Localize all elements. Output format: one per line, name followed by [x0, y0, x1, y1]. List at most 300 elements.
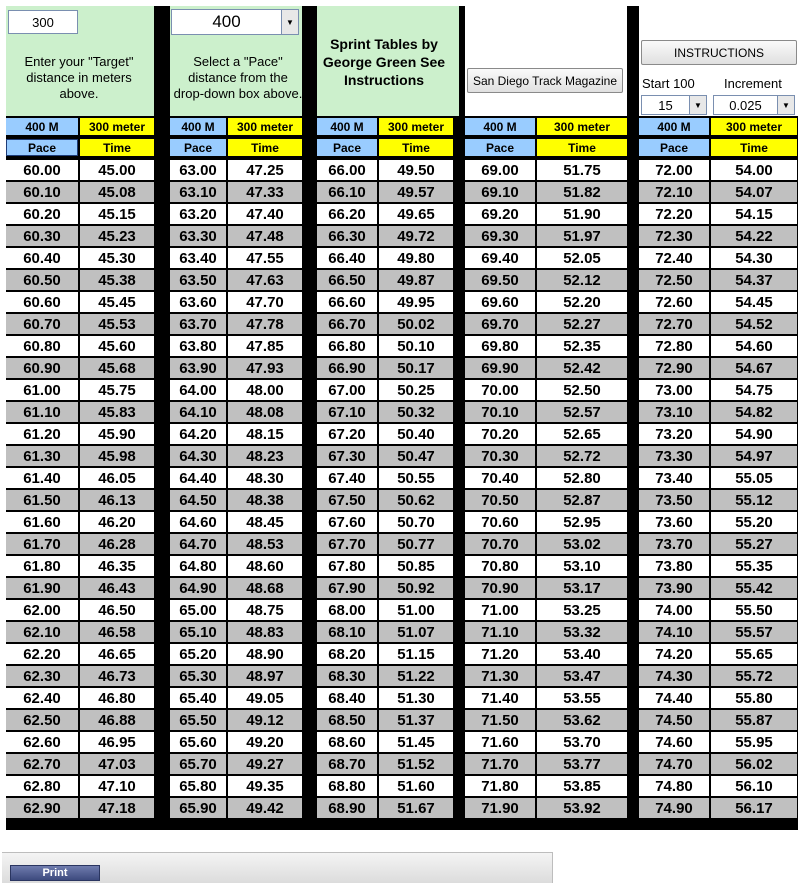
pace-cell: 74.80 — [639, 776, 709, 796]
time-cell: 47.48 — [228, 226, 302, 246]
increment-label: Increment — [724, 76, 782, 91]
time-cell: 45.53 — [80, 314, 154, 334]
pace-cell: 72.30 — [639, 226, 709, 246]
time-cell: 46.28 — [80, 534, 154, 554]
time-cell: 48.00 — [228, 380, 302, 400]
pace-cell: 65.50 — [170, 710, 226, 730]
pace-cell: 65.80 — [170, 776, 226, 796]
pace-cell: 61.30 — [6, 446, 78, 466]
chevron-down-icon[interactable]: ▼ — [281, 10, 298, 34]
pace-cell: 64.10 — [170, 402, 226, 422]
time-cell: 49.12 — [228, 710, 302, 730]
time-cell: 47.63 — [228, 270, 302, 290]
time-cell: 56.10 — [711, 776, 797, 796]
pace-distance-header: 400 M — [170, 118, 226, 135]
pace-cell: 74.10 — [639, 622, 709, 642]
pace-cell: 72.80 — [639, 336, 709, 356]
time-cell: 54.07 — [711, 182, 797, 202]
time-cell: 51.00 — [379, 600, 453, 620]
time-cell: 53.77 — [537, 754, 627, 774]
pace-cell: 63.10 — [170, 182, 226, 202]
time-cell: 50.70 — [379, 512, 453, 532]
pace-cell: 74.40 — [639, 688, 709, 708]
increment-value: 0.025 — [729, 97, 762, 113]
time-cell: 48.23 — [228, 446, 302, 466]
time-cell: 45.08 — [80, 182, 154, 202]
target-distance-header: 300 meter — [228, 118, 302, 135]
pace-cell: 62.40 — [6, 688, 78, 708]
time-cell: 51.52 — [379, 754, 453, 774]
time-cell: 45.30 — [80, 248, 154, 268]
pace-cell: 66.40 — [317, 248, 377, 268]
time-cell: 55.50 — [711, 600, 797, 620]
time-cell: 54.30 — [711, 248, 797, 268]
pace-cell: 62.60 — [6, 732, 78, 752]
pace-distance-header: 400 M — [639, 118, 709, 135]
pace-cell: 61.10 — [6, 402, 78, 422]
pace-cell: 67.90 — [317, 578, 377, 598]
pace-cell: 70.30 — [465, 446, 535, 466]
pace-cell: 70.70 — [465, 534, 535, 554]
time-cell: 45.15 — [80, 204, 154, 224]
time-cell: 45.98 — [80, 446, 154, 466]
target-distance-header: 300 meter — [537, 118, 627, 135]
time-cell: 46.50 — [80, 600, 154, 620]
time-cell: 53.17 — [537, 578, 627, 598]
target-distance-input[interactable] — [8, 10, 78, 34]
time-cell: 54.22 — [711, 226, 797, 246]
pace-cell: 65.30 — [170, 666, 226, 686]
chevron-down-icon[interactable]: ▼ — [777, 96, 794, 114]
time-cell: 46.43 — [80, 578, 154, 598]
pace-cell: 60.40 — [6, 248, 78, 268]
target-distance-header: 300 meter — [711, 118, 797, 135]
pace-cell: 64.50 — [170, 490, 226, 510]
time-cell: 53.85 — [537, 776, 627, 796]
pace-cell: 60.30 — [6, 226, 78, 246]
time-cell: 50.47 — [379, 446, 453, 466]
pace-cell: 72.90 — [639, 358, 709, 378]
pace-cell: 64.40 — [170, 468, 226, 488]
time-cell: 53.70 — [537, 732, 627, 752]
pace-cell: 63.60 — [170, 292, 226, 312]
time-column-header: Time — [711, 139, 797, 156]
pace-cell: 73.10 — [639, 402, 709, 422]
print-button[interactable]: Print — [10, 865, 100, 881]
time-cell: 53.02 — [537, 534, 627, 554]
time-cell: 55.95 — [711, 732, 797, 752]
time-cell: 55.27 — [711, 534, 797, 554]
time-cell: 47.10 — [80, 776, 154, 796]
time-cell: 49.35 — [228, 776, 302, 796]
pace-cell: 70.60 — [465, 512, 535, 532]
time-cell: 49.57 — [379, 182, 453, 202]
time-cell: 46.05 — [80, 468, 154, 488]
pace-cell: 66.60 — [317, 292, 377, 312]
pace-cell: 63.90 — [170, 358, 226, 378]
pace-cell: 63.30 — [170, 226, 226, 246]
pace-cell: 64.30 — [170, 446, 226, 466]
pace-cell: 71.10 — [465, 622, 535, 642]
pace-cell: 73.80 — [639, 556, 709, 576]
time-cell: 45.23 — [80, 226, 154, 246]
increment-select[interactable] — [713, 95, 795, 115]
pace-cell: 63.20 — [170, 204, 226, 224]
pace-cell: 70.90 — [465, 578, 535, 598]
time-cell: 45.90 — [80, 424, 154, 444]
time-cell: 51.90 — [537, 204, 627, 224]
pace-cell: 66.30 — [317, 226, 377, 246]
pace-cell: 72.10 — [639, 182, 709, 202]
pace-cell: 67.60 — [317, 512, 377, 532]
time-cell: 47.40 — [228, 204, 302, 224]
time-cell: 52.20 — [537, 292, 627, 312]
time-column-header: Time — [537, 139, 627, 156]
pace-cell: 72.00 — [639, 160, 709, 180]
time-cell: 51.60 — [379, 776, 453, 796]
pace-cell: 70.20 — [465, 424, 535, 444]
pace-cell: 62.30 — [6, 666, 78, 686]
pace-cell: 63.00 — [170, 160, 226, 180]
time-cell: 50.92 — [379, 578, 453, 598]
pace-cell: 69.40 — [465, 248, 535, 268]
start-label: Start 100 — [642, 76, 695, 91]
time-cell: 50.55 — [379, 468, 453, 488]
time-cell: 48.15 — [228, 424, 302, 444]
pace-cell: 61.20 — [6, 424, 78, 444]
time-cell: 54.60 — [711, 336, 797, 356]
pace-cell: 71.30 — [465, 666, 535, 686]
time-cell: 53.62 — [537, 710, 627, 730]
pace-cell: 63.70 — [170, 314, 226, 334]
pace-cell: 70.10 — [465, 402, 535, 422]
time-cell: 48.08 — [228, 402, 302, 422]
pace-cell: 71.20 — [465, 644, 535, 664]
time-cell: 52.57 — [537, 402, 627, 422]
time-cell: 49.27 — [228, 754, 302, 774]
time-cell: 51.15 — [379, 644, 453, 664]
time-cell: 49.95 — [379, 292, 453, 312]
time-cell: 50.77 — [379, 534, 453, 554]
pace-cell: 69.20 — [465, 204, 535, 224]
pace-instruction: Select a "Pace" distance from the drop-down box above. — [173, 54, 303, 101]
pace-column-header: Pace — [317, 139, 377, 156]
pace-cell: 74.70 — [639, 754, 709, 774]
time-cell: 51.37 — [379, 710, 453, 730]
pace-cell: 67.20 — [317, 424, 377, 444]
time-cell: 50.62 — [379, 490, 453, 510]
pace-cell: 74.50 — [639, 710, 709, 730]
pace-cell: 66.80 — [317, 336, 377, 356]
time-cell: 51.30 — [379, 688, 453, 708]
pace-cell: 73.40 — [639, 468, 709, 488]
pace-distance-select[interactable] — [171, 9, 299, 35]
time-cell: 48.60 — [228, 556, 302, 576]
time-cell: 54.15 — [711, 204, 797, 224]
pace-cell: 68.30 — [317, 666, 377, 686]
time-cell: 46.95 — [80, 732, 154, 752]
time-column-header: Time — [379, 139, 453, 156]
time-cell: 51.67 — [379, 798, 453, 818]
time-cell: 55.12 — [711, 490, 797, 510]
pace-cell: 63.50 — [170, 270, 226, 290]
time-cell: 46.35 — [80, 556, 154, 576]
time-cell: 51.07 — [379, 622, 453, 642]
time-cell: 50.40 — [379, 424, 453, 444]
pace-cell: 64.00 — [170, 380, 226, 400]
target-distance-header: 300 meter — [80, 118, 154, 135]
pace-cell: 68.40 — [317, 688, 377, 708]
pace-cell: 67.50 — [317, 490, 377, 510]
pace-cell: 61.70 — [6, 534, 78, 554]
pace-cell: 66.70 — [317, 314, 377, 334]
pace-cell: 64.70 — [170, 534, 226, 554]
time-cell: 56.02 — [711, 754, 797, 774]
time-cell: 49.87 — [379, 270, 453, 290]
target-distance-header: 300 meter — [379, 118, 453, 135]
time-cell: 45.38 — [80, 270, 154, 290]
time-cell: 54.45 — [711, 292, 797, 312]
time-column-header: Time — [228, 139, 302, 156]
time-cell: 49.20 — [228, 732, 302, 752]
pace-cell: 60.90 — [6, 358, 78, 378]
pace-cell: 62.20 — [6, 644, 78, 664]
target-distance-value: 300 — [32, 14, 54, 30]
pace-cell: 61.00 — [6, 380, 78, 400]
pace-cell: 62.50 — [6, 710, 78, 730]
time-cell: 54.82 — [711, 402, 797, 422]
table-bottom-border — [6, 818, 798, 830]
pace-distance-value: 400 — [212, 12, 241, 31]
pace-cell: 68.90 — [317, 798, 377, 818]
pace-cell: 64.20 — [170, 424, 226, 444]
time-cell: 51.45 — [379, 732, 453, 752]
start-select[interactable] — [641, 95, 707, 115]
time-cell: 49.65 — [379, 204, 453, 224]
time-cell: 48.38 — [228, 490, 302, 510]
pace-cell: 68.50 — [317, 710, 377, 730]
pace-cell: 71.40 — [465, 688, 535, 708]
time-cell: 46.73 — [80, 666, 154, 686]
pace-cell: 73.30 — [639, 446, 709, 466]
pace-cell: 69.00 — [465, 160, 535, 180]
column-header-row — [6, 137, 798, 158]
pace-cell: 65.70 — [170, 754, 226, 774]
pace-cell: 74.90 — [639, 798, 709, 818]
time-cell: 52.87 — [537, 490, 627, 510]
pace-cell: 64.60 — [170, 512, 226, 532]
pace-cell: 73.90 — [639, 578, 709, 598]
pace-cell: 74.30 — [639, 666, 709, 686]
pace-cell: 66.20 — [317, 204, 377, 224]
time-cell: 48.30 — [228, 468, 302, 488]
pace-cell: 70.80 — [465, 556, 535, 576]
time-cell: 55.87 — [711, 710, 797, 730]
time-cell: 54.37 — [711, 270, 797, 290]
time-cell: 51.97 — [537, 226, 627, 246]
pace-cell: 69.80 — [465, 336, 535, 356]
time-cell: 55.65 — [711, 644, 797, 664]
pace-cell: 68.00 — [317, 600, 377, 620]
pace-cell: 74.00 — [639, 600, 709, 620]
time-cell: 52.65 — [537, 424, 627, 444]
pace-cell: 73.60 — [639, 512, 709, 532]
time-cell: 56.17 — [711, 798, 797, 818]
pace-cell: 68.70 — [317, 754, 377, 774]
pace-cell: 61.60 — [6, 512, 78, 532]
time-cell: 55.72 — [711, 666, 797, 686]
pace-cell: 66.50 — [317, 270, 377, 290]
pace-cell: 69.50 — [465, 270, 535, 290]
time-cell: 45.60 — [80, 336, 154, 356]
pace-cell: 61.40 — [6, 468, 78, 488]
pace-cell: 70.40 — [465, 468, 535, 488]
pace-cell: 60.20 — [6, 204, 78, 224]
time-cell: 55.57 — [711, 622, 797, 642]
pace-column-header: Pace — [465, 139, 535, 156]
pace-table — [6, 158, 798, 830]
pace-cell: 62.80 — [6, 776, 78, 796]
pace-cell: 73.70 — [639, 534, 709, 554]
pace-cell: 60.00 — [6, 160, 78, 180]
pace-cell: 68.80 — [317, 776, 377, 796]
time-cell: 55.05 — [711, 468, 797, 488]
time-cell: 47.55 — [228, 248, 302, 268]
time-cell: 54.75 — [711, 380, 797, 400]
time-cell: 46.65 — [80, 644, 154, 664]
time-cell: 50.02 — [379, 314, 453, 334]
time-cell: 51.82 — [537, 182, 627, 202]
pace-cell: 62.10 — [6, 622, 78, 642]
time-cell: 53.10 — [537, 556, 627, 576]
time-cell: 46.20 — [80, 512, 154, 532]
time-cell: 55.80 — [711, 688, 797, 708]
time-cell: 53.55 — [537, 688, 627, 708]
pace-cell: 73.50 — [639, 490, 709, 510]
pace-cell: 61.90 — [6, 578, 78, 598]
time-cell: 48.45 — [228, 512, 302, 532]
time-cell: 52.42 — [537, 358, 627, 378]
time-cell: 52.12 — [537, 270, 627, 290]
pace-cell: 73.20 — [639, 424, 709, 444]
time-cell: 53.25 — [537, 600, 627, 620]
pace-cell: 68.10 — [317, 622, 377, 642]
time-cell: 46.88 — [80, 710, 154, 730]
pace-cell: 67.10 — [317, 402, 377, 422]
magazine-panel — [465, 6, 627, 116]
time-cell: 51.22 — [379, 666, 453, 686]
pace-cell: 67.80 — [317, 556, 377, 576]
pace-cell: 65.20 — [170, 644, 226, 664]
pace-cell: 73.00 — [639, 380, 709, 400]
time-cell: 52.95 — [537, 512, 627, 532]
pace-cell: 69.10 — [465, 182, 535, 202]
magazine-link-button[interactable]: San Diego Track Magazine — [467, 68, 623, 93]
pace-cell: 66.90 — [317, 358, 377, 378]
time-cell: 48.68 — [228, 578, 302, 598]
time-cell: 47.93 — [228, 358, 302, 378]
time-cell: 50.25 — [379, 380, 453, 400]
time-cell: 54.97 — [711, 446, 797, 466]
footer-bar — [2, 852, 553, 883]
pace-cell: 72.60 — [639, 292, 709, 312]
time-cell: 47.33 — [228, 182, 302, 202]
time-cell: 52.72 — [537, 446, 627, 466]
chevron-down-icon[interactable]: ▼ — [689, 96, 706, 114]
time-cell: 52.35 — [537, 336, 627, 356]
time-cell: 53.40 — [537, 644, 627, 664]
time-cell: 48.83 — [228, 622, 302, 642]
pace-cell: 62.00 — [6, 600, 78, 620]
time-cell: 54.00 — [711, 160, 797, 180]
time-cell: 46.13 — [80, 490, 154, 510]
pace-cell: 72.40 — [639, 248, 709, 268]
pace-cell: 65.00 — [170, 600, 226, 620]
time-cell: 54.52 — [711, 314, 797, 334]
pace-cell: 66.00 — [317, 160, 377, 180]
time-cell: 51.75 — [537, 160, 627, 180]
pace-cell: 67.40 — [317, 468, 377, 488]
time-cell: 48.53 — [228, 534, 302, 554]
time-cell: 50.85 — [379, 556, 453, 576]
time-cell: 54.67 — [711, 358, 797, 378]
pace-column-header: Pace — [170, 139, 226, 156]
pace-cell: 61.80 — [6, 556, 78, 576]
pace-cell: 67.00 — [317, 380, 377, 400]
time-cell: 52.80 — [537, 468, 627, 488]
pace-cell: 70.50 — [465, 490, 535, 510]
time-cell: 52.05 — [537, 248, 627, 268]
time-cell: 46.80 — [80, 688, 154, 708]
time-cell: 55.35 — [711, 556, 797, 576]
pace-cell: 71.60 — [465, 732, 535, 752]
pace-cell: 68.20 — [317, 644, 377, 664]
pace-cell: 71.90 — [465, 798, 535, 818]
start-value: 15 — [658, 97, 673, 113]
pace-cell: 67.30 — [317, 446, 377, 466]
time-cell: 48.90 — [228, 644, 302, 664]
time-cell: 47.03 — [80, 754, 154, 774]
pace-cell: 64.80 — [170, 556, 226, 576]
pace-distance-header: 400 M — [317, 118, 377, 135]
time-cell: 49.80 — [379, 248, 453, 268]
pace-cell: 69.60 — [465, 292, 535, 312]
pace-cell: 65.90 — [170, 798, 226, 818]
instructions-button[interactable]: INSTRUCTIONS — [641, 40, 797, 65]
pace-cell: 65.40 — [170, 688, 226, 708]
time-cell: 55.20 — [711, 512, 797, 532]
pace-cell: 66.10 — [317, 182, 377, 202]
pace-column-header: Pace — [639, 139, 709, 156]
pace-cell: 71.50 — [465, 710, 535, 730]
time-cell: 52.50 — [537, 380, 627, 400]
pace-cell: 74.20 — [639, 644, 709, 664]
pace-cell: 60.60 — [6, 292, 78, 312]
distance-header-row — [6, 116, 798, 137]
time-cell: 47.18 — [80, 798, 154, 818]
time-cell: 45.68 — [80, 358, 154, 378]
time-cell: 47.78 — [228, 314, 302, 334]
pace-cell: 69.30 — [465, 226, 535, 246]
time-cell: 50.10 — [379, 336, 453, 356]
pace-cell: 67.70 — [317, 534, 377, 554]
time-cell: 50.32 — [379, 402, 453, 422]
pace-distance-header: 400 M — [6, 118, 78, 135]
pace-cell: 62.90 — [6, 798, 78, 818]
pace-cell: 65.10 — [170, 622, 226, 642]
pace-cell: 71.00 — [465, 600, 535, 620]
time-cell: 49.42 — [228, 798, 302, 818]
